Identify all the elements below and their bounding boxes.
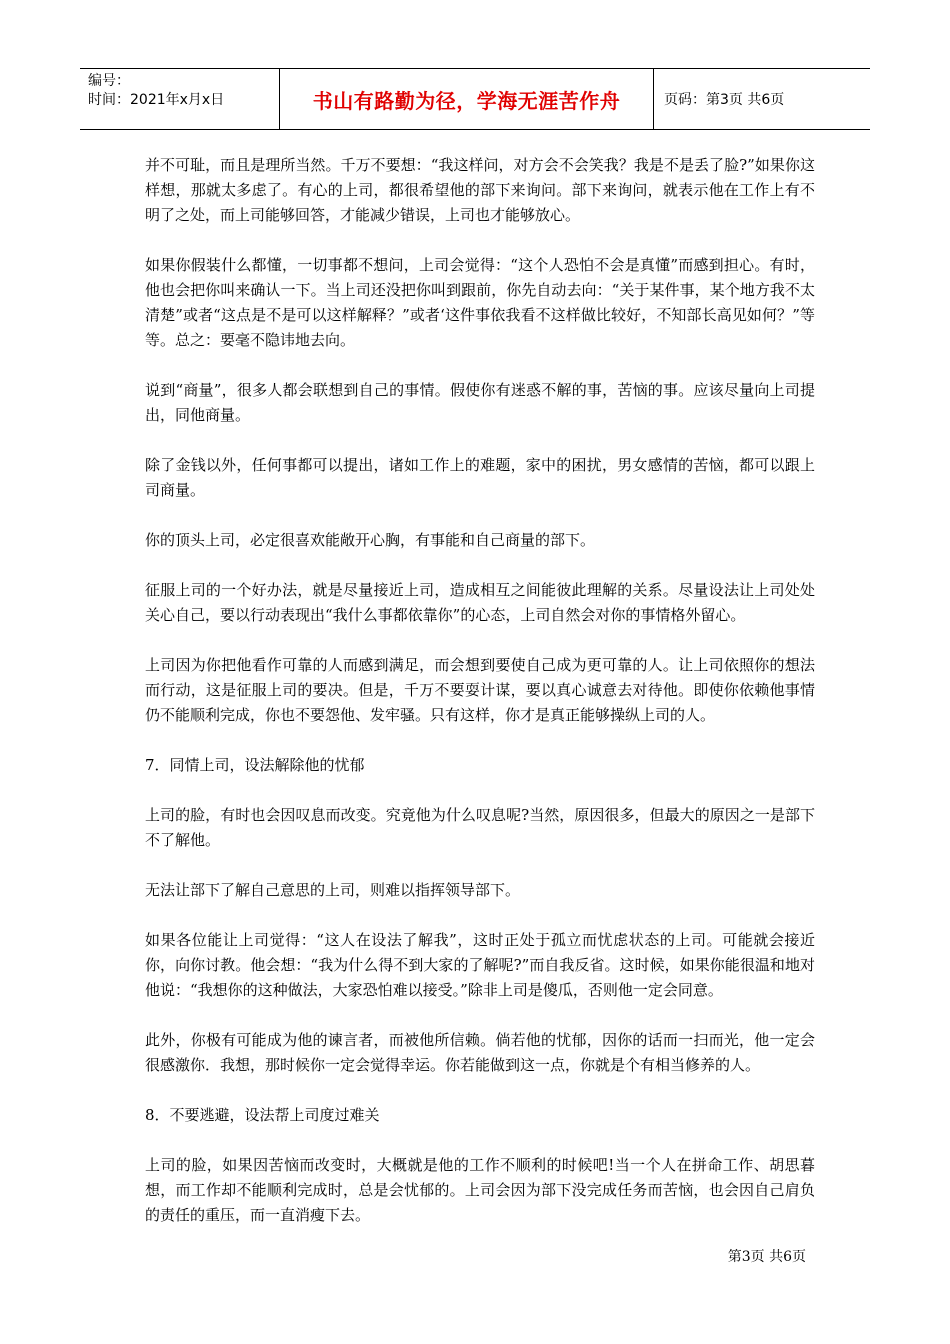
paragraph: 如果你假装什么都懂，一切事都不想问，上司会觉得：“这个人恐怕不会是真懂”而感到担心。有时，他也会把你叫来确认一下。当上司还没把你叫到跟前，你先自动去向：“关于某件事，某个地方我不太清楚”或者“这点是不是可以这样解释？”或者‘这件事依我看不这样做比较好，不知部长高见如何？”等等。总之：要毫不隐讳地去向。 bbox=[145, 256, 815, 349]
document-number-label: 编号： bbox=[88, 73, 130, 89]
paragraph: 上司的脸，如果因苦恼而改变时，大概就是他的工作不顺利的时候吧!当一个人在拼命工作、胡思暮想，而工作却不能顺利完成时，总是会忧郁的。上司会因为部下没完成任务而苦恼，也会因自己肩负的责任的重压，而一直消瘦下去。 bbox=[145, 1156, 815, 1224]
page-footer: 第3页 共6页 bbox=[727, 1249, 806, 1265]
page-header bbox=[80, 68, 870, 130]
section-heading: 8．不要逃避，设法帮上司度过难关 bbox=[145, 1106, 380, 1124]
section-heading: 7．同情上司，设法解除他的忧郁 bbox=[145, 756, 365, 774]
paragraph: 除了金钱以外，任何事都可以提出，诸如工作上的难题，家中的困扰，男女感情的苦恼，都可以跟上司商量。 bbox=[145, 456, 815, 499]
paragraph: 并不可耻，而且是理所当然。千万不要想：“我这样问，对方会不会笑我？我是不是丢了脸?”如果你这样想，那就太多虑了。有心的上司，都很希望他的部下来询问。部下来询问，就表示他在工作上有不明了之处，而上司能够回答，才能减少错误，上司也才能够放心。 bbox=[145, 156, 815, 224]
paragraph: 此外，你极有可能成为他的谏言者，而被他所信赖。倘若他的忧郁，因你的话而一扫而光，他一定会很感激你．我想，那时候你一定会觉得幸运。你若能做到这一点，你就是个有相当修养的人。 bbox=[145, 1031, 815, 1074]
paragraph: 如果各位能让上司觉得：“这人在设法了解我”，这时正处于孤立而忧虑状态的上司。可能就会接近你，向你讨教。他会想：“我为什么得不到大家的了解呢?”而自我反省。这时候，如果你能很温和地对他说：“我想你的这种做法，大家恐怕难以接受。”除非上司是傻瓜，否则他一定会同意。 bbox=[145, 931, 815, 999]
paragraph: 说到“商量”，很多人都会联想到自己的事情。假使你有迷惑不解的事，苦恼的事。应该尽量向上司提出，同他商量。 bbox=[145, 381, 815, 424]
paragraph: 征服上司的一个好办法，就是尽量接近上司，造成相互之间能彼此理解的关系。尽量设法让上司处处关心自己，要以行动表现出“我什么事都依靠你”的心态，上司自然会对你的事情格外留心。 bbox=[145, 581, 815, 624]
document-time-label: 时间：2021年x月x日 bbox=[88, 92, 225, 108]
header-page-code: 页码：第3页 共6页 bbox=[664, 92, 785, 108]
document-body bbox=[145, 153, 815, 1253]
header-meta bbox=[80, 69, 280, 129]
paragraph: 你的顶头上司，必定很喜欢能敞开心胸，有事能和自己商量的部下。 bbox=[145, 531, 596, 549]
paragraph: 无法让部下了解自己意思的上司，则难以指挥领导部下。 bbox=[145, 881, 521, 899]
paragraph: 上司因为你把他看作可靠的人而感到满足，而会想到要使自己成为更可靠的人。让上司依照你的想法而行动，这是征服上司的要决。但是，千万不要耍计谋，要以真心诚意去对待他。即使你依赖他事情仍不能顺利完成，你也不要怨他、发牢骚。只有这样，你才是真正能够操纵上司的人。 bbox=[145, 656, 815, 724]
paragraph: 上司的脸，有时也会因叹息而改变。究竟他为什么叹息呢?当然，原因很多，但最大的原因之一是部下不了解他。 bbox=[145, 806, 815, 849]
header-motto: 书山有路勤为径，学海无涯苦作舟 bbox=[280, 69, 654, 129]
